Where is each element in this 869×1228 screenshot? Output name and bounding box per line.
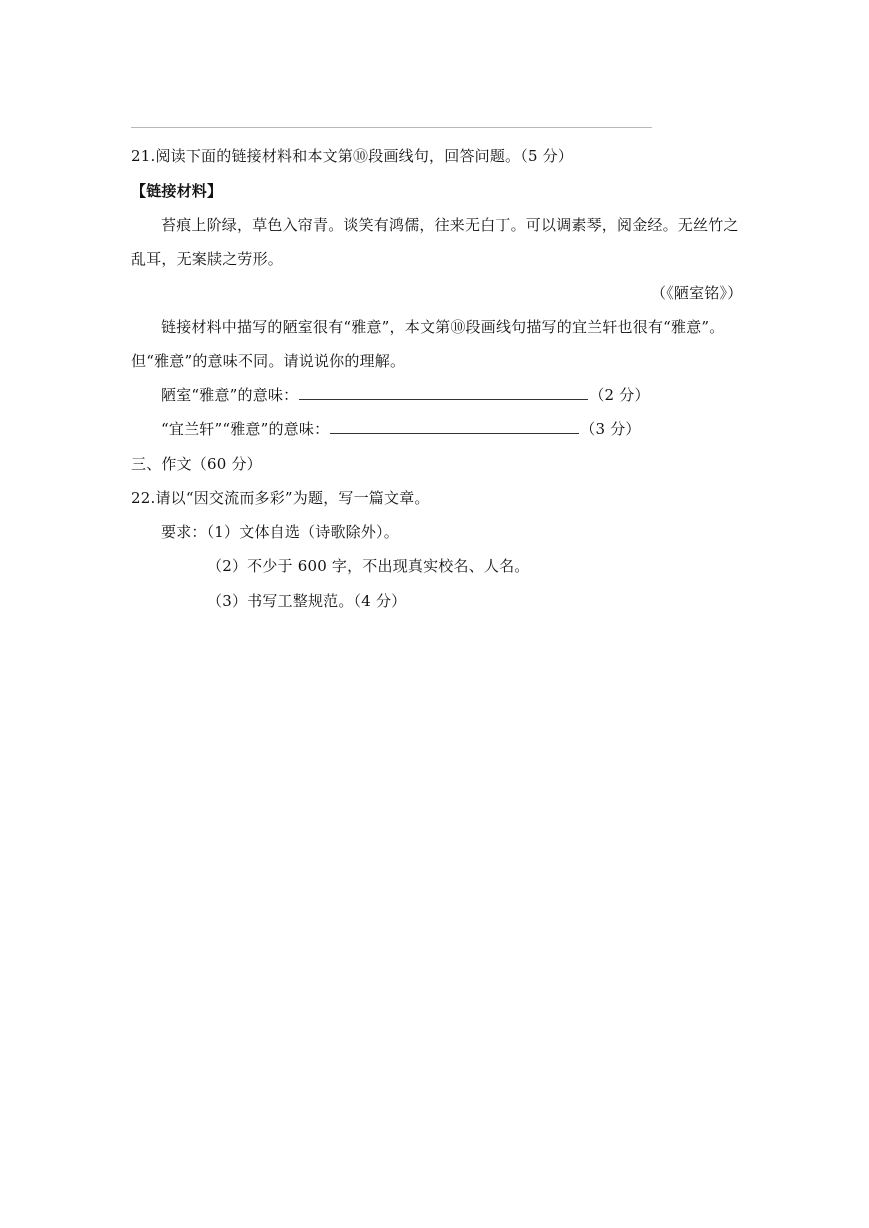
- answer-2-points: （3 分）: [580, 420, 641, 438]
- passage-line-1: 苔痕上阶绿，草色入帘青。谈笑有鸿儒，往来无白丁。可以调素琴，阅金经。无丝竹之: [161, 216, 739, 234]
- answer-2-label: “宜兰轩”“雅意”的意味：: [161, 420, 330, 438]
- section-3-heading: 三、作文（60 分）: [131, 455, 262, 473]
- material-heading: 【链接材料】: [131, 182, 223, 200]
- answer-2-blank[interactable]: [330, 419, 579, 434]
- passage-source: （《陋室铭》）: [651, 284, 743, 302]
- answer-1-points: （2 分）: [589, 386, 650, 404]
- answer-row-2: [161, 419, 641, 439]
- passage-line-2: 乱耳，无案牍之劳形。: [131, 250, 284, 268]
- answer-1-label: 陋室“雅意”的意味：: [161, 386, 299, 404]
- requirement-3: （3）书写工整规范。（4 分）: [207, 592, 407, 610]
- top-divider: [131, 127, 652, 128]
- question-22-stem: 22.请以“因交流而多彩”为题，写一篇文章。: [131, 489, 430, 507]
- question-21-prompt-line-2: 但“雅意”的意味不同。请说说你的理解。: [131, 352, 406, 370]
- requirement-2: （2）不少于 600 字，不出现真实校名、人名。: [207, 557, 530, 575]
- requirement-1: 要求：（1）文体自选（诗歌除外）。: [161, 523, 399, 541]
- answer-row-1: [161, 385, 650, 405]
- question-21-prompt-line-1: 链接材料中描写的陋室很有“雅意”，本文第⑩段画线句描写的宜兰轩也很有“雅意”。: [161, 318, 725, 336]
- answer-1-blank[interactable]: [299, 385, 588, 400]
- question-21-stem: 21.阅读下面的链接材料和本文第⑩段画线句，回答问题。（5 分）: [131, 147, 574, 165]
